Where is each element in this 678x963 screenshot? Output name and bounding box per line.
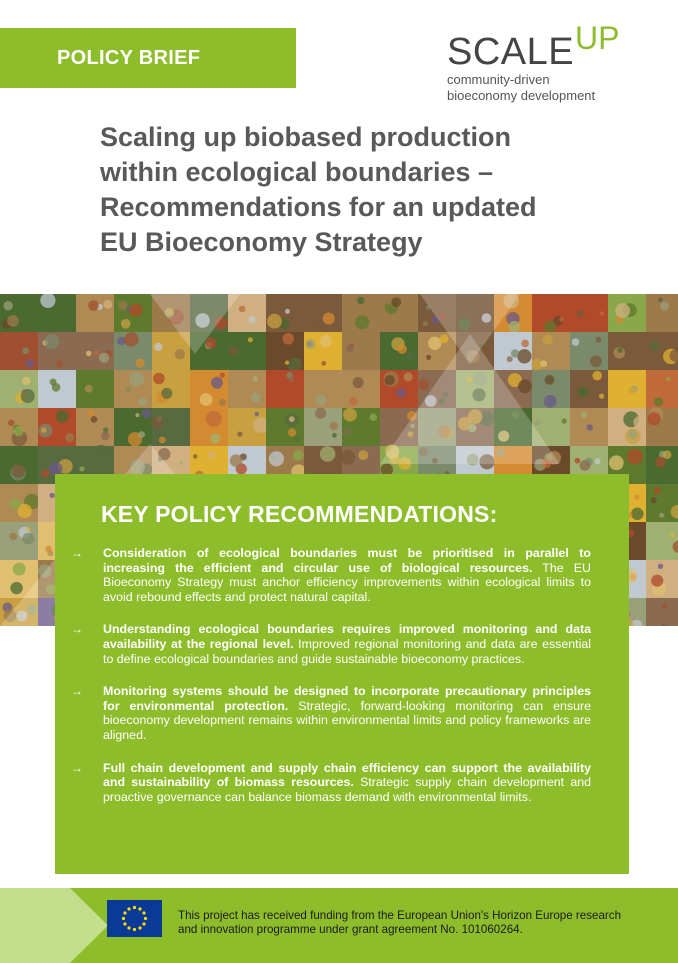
collage-detail [543,334,553,344]
collage-detail [22,377,30,385]
recommendation-text [103,546,591,604]
collage-detail [142,409,152,419]
collage-tile [570,370,608,408]
collage-detail [85,385,93,393]
collage-tile [76,294,114,332]
collage-detail [666,377,670,381]
recommendation-body: Strategic supply chain development and proactive governance can balance biomass demand with environmental limits. [103,775,591,804]
collage-detail [219,399,226,406]
collage-detail [580,460,591,471]
collage-tile [76,370,114,408]
collage-detail [426,355,431,360]
collage-tile [608,370,646,408]
collage-detail [87,410,94,417]
collage-detail [428,337,441,350]
collage-detail [208,451,215,458]
collage-detail [285,361,289,365]
collage-detail [4,301,13,310]
collage-detail [179,461,183,465]
collage-detail [658,297,663,302]
collage-detail [293,450,304,461]
collage-detail [544,321,556,333]
collage-detail [397,388,406,397]
collage-detail [559,317,564,322]
collage-detail [572,338,580,346]
collage-detail [294,437,299,442]
title-line-2: within ecological boundaries – [100,157,494,187]
eu-flag-icon [107,900,162,937]
eu-star [133,928,136,931]
collage-detail [267,314,282,329]
collage-detail [288,358,302,372]
collage-detail [161,388,172,399]
collage-detail [22,389,27,394]
recommendation-item [71,622,591,666]
collage-detail [320,335,332,347]
collage-detail [79,466,84,471]
recommendation-bold: Monitoring systems should be designed to incorporate precautionary principles for environmental protection. [103,684,591,713]
collage-detail [343,408,357,422]
collage-detail [596,337,602,343]
collage-tile [304,294,342,332]
eu-star [127,926,130,929]
collage-detail [253,376,258,381]
collage-detail [406,352,414,360]
collage-detail [282,333,294,345]
collage-detail [287,372,293,378]
collage-detail [370,413,378,421]
eu-star [138,926,141,929]
collage-detail [220,373,225,378]
page-title [100,120,620,260]
collage-detail [135,413,139,417]
collage-detail [618,348,623,353]
eu-star [123,911,126,914]
recommendation-text [103,684,591,742]
key-recommendations-panel [55,474,629,874]
collage-detail [633,416,645,428]
collage-detail [344,428,351,435]
collage-detail [159,437,166,444]
collage-detail [349,397,357,405]
collage-detail [615,303,630,318]
collage-detail [312,319,318,325]
title-line-4: EU Bioeconomy Strategy [100,227,423,257]
collage-detail [94,350,99,355]
collage-detail [511,349,519,357]
collage-detail [440,335,449,344]
collage-detail [151,416,163,428]
collage-detail [650,341,660,351]
collage-detail [175,349,185,359]
collage-detail [56,360,63,367]
collage-detail [129,304,142,317]
collage-detail [315,408,326,419]
collage-detail [385,375,395,385]
collage-detail [289,416,295,422]
collage-detail [41,427,47,433]
collage-tile [228,370,266,408]
collage-detail [316,395,327,406]
collage-detail [423,321,428,326]
collage-detail [206,411,222,427]
collage-detail [663,450,672,459]
collage-detail [26,527,30,531]
collage-tile [608,332,646,370]
eu-star [127,907,130,910]
collage-detail [138,431,145,438]
collage-detail [228,346,238,356]
collage-detail [124,332,139,347]
collage-detail [10,582,22,594]
collage-detail [330,422,338,430]
collage-detail [22,533,34,545]
collage-detail [41,469,49,477]
collage-detail [88,300,99,311]
collage-detail [138,397,147,406]
eu-star [142,911,145,914]
collage-detail [658,564,663,569]
collage-detail [346,345,354,353]
collage-detail [50,379,57,386]
collage-detail [7,315,19,327]
collage-detail [595,458,601,464]
collage-detail [126,387,131,392]
title-line-3: Recommendations for an updated [100,192,537,222]
collage-detail [323,313,335,325]
collage-detail [590,355,602,367]
recommendation-item [71,761,591,805]
collage-detail [13,563,26,576]
collage-tile [646,598,678,626]
collage-detail [237,432,242,437]
logo-tagline [447,72,595,104]
collage-detail [248,337,253,342]
recommendations-list [71,546,591,822]
collage-detail [578,387,589,398]
collage-detail [269,451,284,466]
collage-detail [654,397,663,406]
title-line-1: Scaling up biobased production [100,122,512,152]
collage-detail [651,575,663,587]
collage-detail [86,351,92,357]
collage-detail [670,533,674,537]
collage-detail [65,433,74,442]
collage-detail [660,302,669,311]
collage-detail [10,498,21,509]
recommendation-text [103,622,591,666]
collage-detail [600,311,604,315]
eu-star [123,922,126,925]
collage-detail [211,377,223,389]
recommendation-bold: Understanding ecological boundaries requires improved monitoring and data availability at the regional level. [103,622,591,651]
collage-detail [581,412,587,418]
collage-detail [418,379,429,390]
collage-detail [397,344,407,354]
collage-detail [12,464,26,478]
collage-detail [629,387,636,394]
collage-detail [358,450,368,460]
collage-tile [76,408,114,446]
logo-wordmark: SCALE [447,31,575,73]
collage-detail [101,432,110,441]
scaleup-logo [447,18,652,103]
logo-tagline-line1: community-driven [447,72,550,87]
collage-detail [118,301,127,310]
collage-detail [353,377,364,388]
collage-detail [26,359,35,368]
policy-brief-label: POLICY BRIEF [57,46,201,69]
policy-brief-badge [0,28,296,88]
collage-detail [404,372,413,381]
collage-detail [340,450,355,465]
collage-detail [45,334,60,349]
collage-detail [357,297,364,304]
collage-detail [285,309,290,314]
collage-detail [327,381,335,389]
recommendation-item [71,684,591,742]
collage-detail [56,298,67,309]
collage-detail [634,495,639,500]
collage-detail [249,316,256,323]
collage-detail [391,297,401,307]
collage-detail [121,319,131,329]
recommendations-heading: KEY POLICY RECOMMENDATIONS: [101,501,498,527]
collage-detail [129,372,144,387]
collage-detail [562,418,567,423]
collage-detail [193,454,197,458]
collage-tile [342,370,380,408]
collage-detail [230,454,243,467]
collage-detail [647,412,660,425]
collage-detail [153,373,165,385]
collage-detail [654,487,661,494]
collage-detail [8,420,14,426]
arrow-right-icon: → [71,622,83,637]
collage-detail [544,395,557,408]
collage-tile [646,522,678,560]
collage-detail [154,343,162,351]
collage-detail [627,449,643,465]
collage-detail [91,416,98,423]
collage-detail [22,347,29,354]
arrow-right-icon: → [71,760,83,775]
collage-detail [545,375,555,385]
collage-detail [205,338,216,349]
collage-detail [94,445,108,459]
collage-detail [517,349,531,363]
collage-detail [45,546,52,553]
collage-detail [135,358,144,367]
collage-detail [521,340,529,348]
collage-detail [13,426,23,436]
collage-detail [587,424,593,430]
collage-detail [321,361,326,366]
eu-star [133,906,136,909]
eu-star [144,917,147,920]
collage-detail [540,360,547,367]
collage-detail [103,427,109,433]
collage-detail [200,393,213,406]
collage-detail [535,420,541,426]
collage-detail [659,513,664,518]
collage-detail [663,604,668,609]
collage-detail [577,310,585,318]
collage-tile [570,332,608,370]
collage-detail [239,306,246,313]
collage-detail [651,497,657,503]
collage-detail [509,321,521,333]
collage-detail [210,433,220,443]
collage-detail [288,428,296,436]
arrow-right-icon: → [71,546,83,560]
eu-star [142,922,145,925]
recommendation-bold: Full chain development and supply chain efficiency can support the availability and sustainability of biomass resources. [103,760,591,790]
collage-detail [9,533,17,541]
recommendation-body: Strategic, forward-looking monitoring can ensure bioeconomy development remains within environmental limits and policy frameworks are aligned. [103,698,591,742]
recommendation-body: Improved regional monitoring and data are essential to define ecological boundaries and guide sustainable bioeconomy practices. [103,636,591,666]
collage-detail [507,356,513,362]
collage-detail [575,458,581,464]
recommendation-item [71,546,591,604]
collage-detail [631,508,644,521]
collage-detail [56,410,69,423]
collage-detail [609,455,624,470]
arrow-right-icon: → [71,684,83,699]
collage-detail [655,457,666,468]
collage-detail [320,446,336,462]
collage-detail [518,379,532,393]
logo-accent: UP [575,20,620,56]
collage-detail [628,430,638,440]
collage-detail [332,433,337,438]
collage-tile [266,370,304,408]
recommendation-body: The EU Bioeconomy Strategy must anchor efficiency improvements within ecological limits to avoid rebound effects and protect natural capital. [103,560,591,604]
eu-star [122,917,125,920]
footer-chevron-decoration [0,888,110,963]
collage-detail [98,378,103,383]
collage-detail [599,394,604,399]
eu-star [138,907,141,910]
collage-detail [355,315,369,329]
collage-detail [99,353,109,363]
collage-detail [592,371,602,381]
recommendation-bold: Consideration of ecological boundaries must be prioritised in parallel to increasing the efficient and circular use of biological resources. [103,546,591,575]
funding-statement: This project has received funding from the European Union's Horizon Europe research and innovation programme under grant agreement No. 101060264. [178,909,622,936]
collage-detail [306,339,316,349]
logo-tagline-line2: bioeconomy development [447,88,596,103]
collage-detail [255,412,259,416]
collage-detail [251,393,261,403]
collage-detail [103,300,112,309]
recommendation-text [103,761,591,805]
